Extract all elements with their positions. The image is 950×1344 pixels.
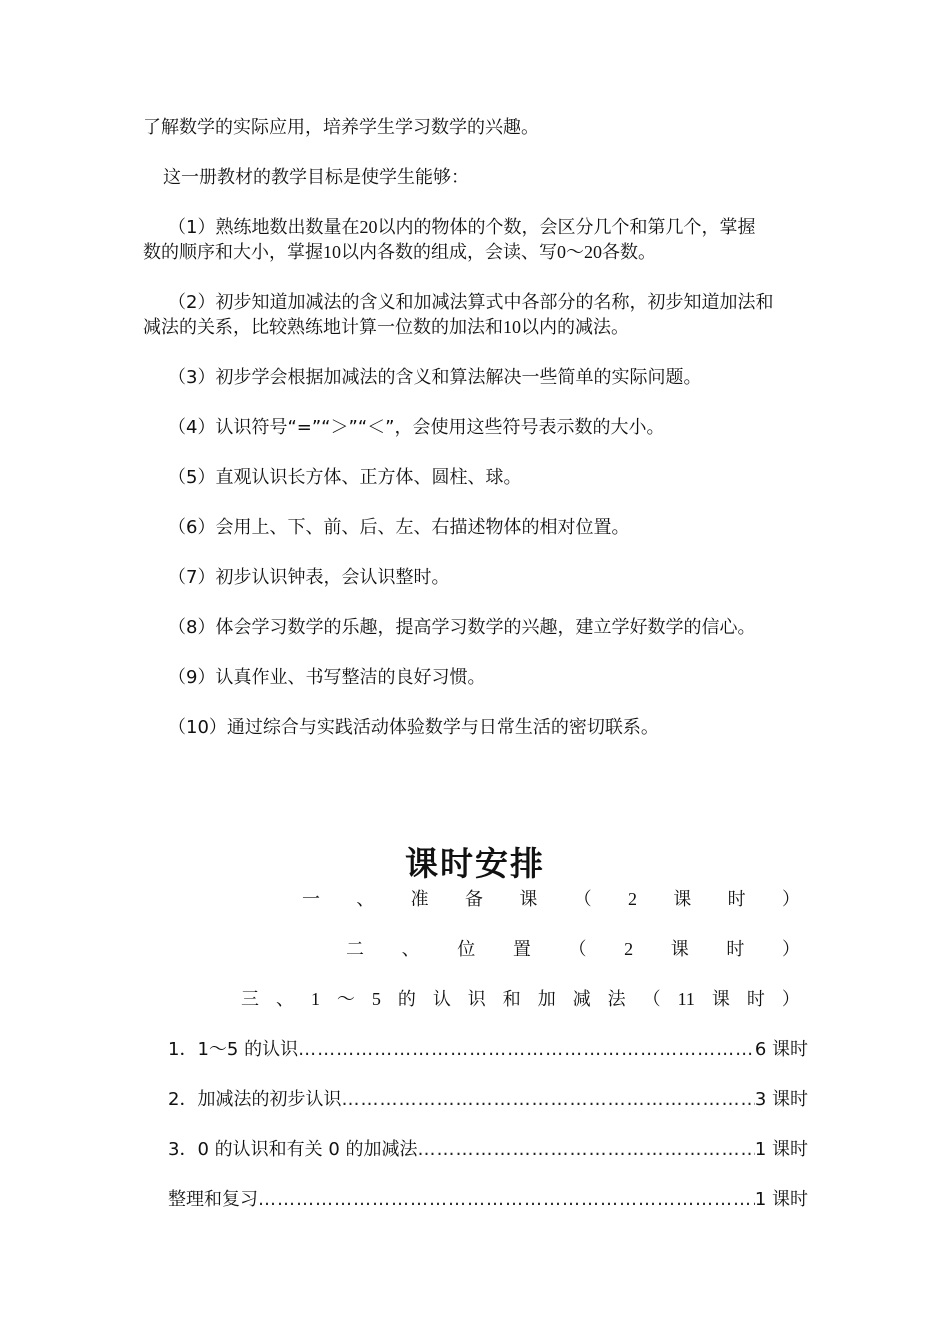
section-1-char: 、 bbox=[356, 889, 375, 910]
section-3-heading bbox=[241, 987, 800, 1012]
section-3-char: 法 bbox=[607, 989, 626, 1010]
goal-2-line-2 bbox=[143, 315, 808, 340]
section-1-char: 备 bbox=[464, 889, 483, 910]
goal-2-num-10: 10 bbox=[503, 317, 521, 337]
goal-1-num-10: 10 bbox=[323, 242, 341, 262]
section-3-char: 和 bbox=[502, 989, 521, 1010]
section-1-char: 一 bbox=[302, 889, 320, 910]
intro-line-2: 这一册教材的教学目标是使学生能够： bbox=[163, 167, 469, 188]
toc-leader-dots bbox=[418, 1137, 755, 1162]
section-3-char: 课 bbox=[711, 989, 730, 1010]
goal-5: （5）直观认识长方体、正方体、圆柱、球。 bbox=[168, 467, 522, 488]
goal-3: （3）初步学会根据加减法的含义和算法解决一些简单的实际问题。 bbox=[168, 367, 702, 388]
goal-4: （4）认识符号“=”“＞”“＜”，会使用这些符号表示数的大小。 bbox=[168, 417, 665, 438]
toc-leader-dots bbox=[298, 1037, 755, 1062]
goal-1-text-d: 以内各数的组成，会读、写 bbox=[341, 242, 557, 263]
section-3-char: 识 bbox=[467, 989, 486, 1010]
section-2-char: 时 bbox=[726, 939, 745, 960]
section-1-char: 准 bbox=[410, 889, 429, 910]
section-3-char: 减 bbox=[572, 989, 591, 1010]
section-3-char: 时 bbox=[746, 989, 765, 1010]
toc-item bbox=[168, 1087, 808, 1112]
goal-10: （10）通过综合与实践活动体验数学与日常生活的密切联系。 bbox=[168, 717, 659, 738]
goal-1-line-2 bbox=[143, 240, 808, 265]
goal-9: （9）认真作业、书写整洁的良好习惯。 bbox=[168, 667, 486, 688]
schedule-title: 课时安排 bbox=[405, 844, 545, 883]
toc-item-label: 2．加减法的初步认识 bbox=[168, 1089, 342, 1110]
section-1-char: 课 bbox=[519, 889, 538, 910]
section-2-char: 二 bbox=[346, 939, 364, 960]
section-3-char: 、 bbox=[275, 989, 294, 1010]
section-3-char: 三 bbox=[241, 989, 259, 1010]
section-1-char: 2 bbox=[627, 889, 637, 909]
toc-leader-dots bbox=[258, 1187, 755, 1212]
toc-item-label: 1．1～5 的认识 bbox=[168, 1039, 299, 1060]
section-2-char: 置 bbox=[512, 939, 531, 960]
toc-leader-dots bbox=[341, 1087, 754, 1112]
goal-1-text-c: 数的顺序和大小，掌握 bbox=[143, 242, 323, 263]
toc-item-hours: 3 课时 bbox=[754, 1089, 808, 1110]
section-1-char: 时 bbox=[727, 889, 746, 910]
toc-item bbox=[168, 1037, 808, 1062]
section-1-char: 课 bbox=[673, 889, 692, 910]
section-3-char: 1 bbox=[310, 989, 320, 1009]
section-3-char: ） bbox=[781, 989, 800, 1010]
section-3-char: ～ bbox=[336, 989, 355, 1010]
section-3-char: （ bbox=[642, 989, 661, 1010]
toc-item bbox=[168, 1137, 808, 1162]
goal-1-num-range: 0～20 bbox=[557, 242, 602, 262]
section-2-char: 、 bbox=[401, 939, 420, 960]
goal-1-text-b: 以内的物体的个数，会区分几个和第几个，掌握 bbox=[377, 217, 756, 238]
toc-item bbox=[168, 1187, 808, 1212]
goal-8: （8）体会学习数学的乐趣，提高学习数学的兴趣，建立学好数学的信心。 bbox=[168, 617, 756, 638]
goal-7: （7）初步认识钟表，会认识整时。 bbox=[168, 567, 450, 588]
toc-item-hours: 6 课时 bbox=[754, 1039, 808, 1060]
section-2-heading bbox=[346, 937, 800, 962]
goal-2-text-b: 减法的关系，比较熟练地计算一位数的加法和 bbox=[143, 317, 503, 338]
toc-item-hours: 1 课时 bbox=[754, 1139, 808, 1160]
section-3-char: 加 bbox=[537, 989, 556, 1010]
goal-1-text-a: （1）熟练地数出数量在 bbox=[168, 217, 360, 238]
section-2-char: 位 bbox=[457, 939, 476, 960]
toc-item-hours: 1 课时 bbox=[754, 1189, 808, 1210]
goal-2-line-1: （2）初步知道加减法的含义和加减法算式中各部分的名称，初步知道加法和 bbox=[168, 292, 774, 313]
section-3-char: 11 bbox=[677, 989, 695, 1009]
section-2-char: ） bbox=[782, 939, 800, 960]
toc-item-label: 3．0 的认识和有关 0 的加减法 bbox=[168, 1139, 418, 1160]
toc-item-label: 整理和复习 bbox=[168, 1189, 258, 1210]
section-3-char: 的 bbox=[397, 989, 416, 1010]
section-1-char: ） bbox=[781, 889, 800, 910]
goal-1-text-e: 各数。 bbox=[602, 242, 656, 263]
section-3-char: 5 bbox=[371, 989, 381, 1009]
section-2-char: 2 bbox=[624, 939, 634, 959]
section-2-char: 课 bbox=[670, 939, 689, 960]
goal-1-line-1 bbox=[168, 215, 833, 240]
section-2-char: （ bbox=[568, 939, 587, 960]
goal-2-text-c: 以内的减法。 bbox=[521, 317, 629, 338]
section-1-heading bbox=[302, 887, 800, 912]
section-1-char: （ bbox=[573, 889, 592, 910]
section-3-char: 认 bbox=[432, 989, 451, 1010]
intro-line-1: 了解数学的实际应用，培养学生学习数学的兴趣。 bbox=[143, 117, 539, 138]
goal-1-num-20: 20 bbox=[359, 217, 378, 237]
goal-6: （6）会用上、下、前、后、左、右描述物体的相对位置。 bbox=[168, 517, 630, 538]
